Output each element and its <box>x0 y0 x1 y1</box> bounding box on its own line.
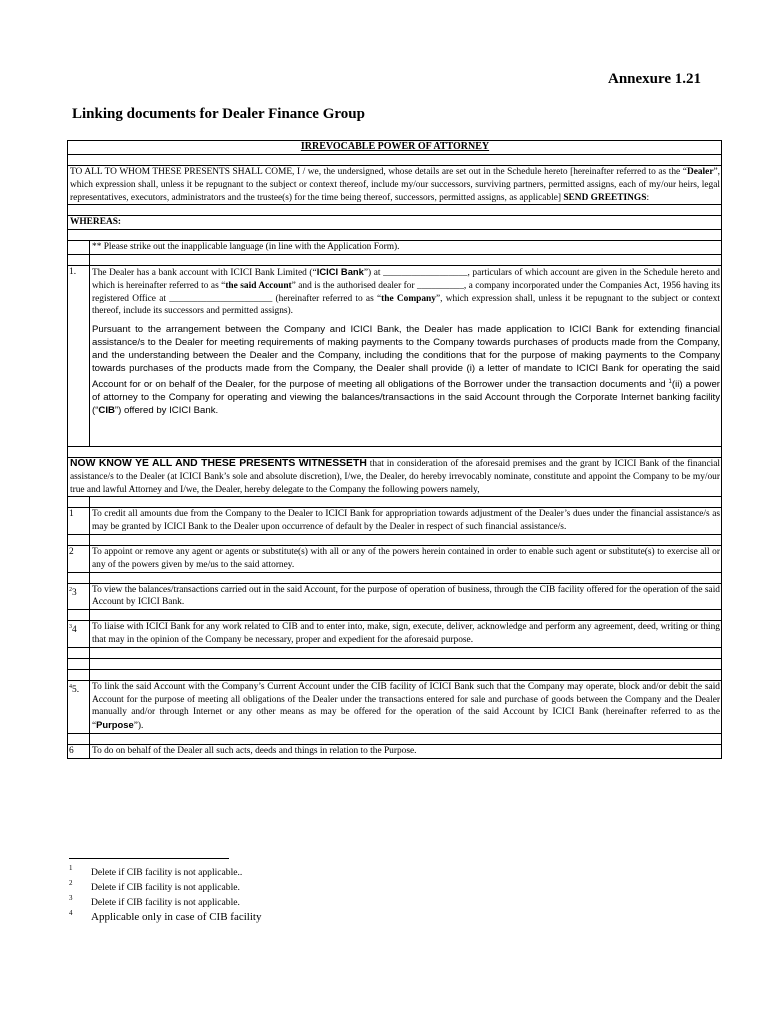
power-5: To link the said Account with the Company’s Current Account under the CIB facility of ICICI Bank such that the Company may operate, block and/or debit the said Account for the purpose of meeting all obligations of the Dealer under the transactions entered for sale and purchase of goods between the Company and the Dealer manually and/or through Internet or any other means as may be offered for the operation of the said Account by ICICI Bank (hereinafter referred to as the “Purpose”). <box>90 680 722 733</box>
footnotes <box>69 858 399 925</box>
witnesseth-paragraph: NOW KNOW YE ALL AND THESE PRESENTS WITNESSETH that in consideration of the aforesaid premises and the grant by ICICI Bank of the financial assistance/s to the Dealer (at ICICI Bank’s sole and absolute discretion), I/we, the Dealer, do hereby irrevocably nominate, constitute and appoint the Company to be my/our true and lawful Attorney and I/we, the Dealer, hereby delegate to the Company the following powers namely, <box>68 457 722 496</box>
power-number: $^3$4 <box>68 621 90 648</box>
footnote-3: 3 Delete if CIB facility is not applicable. <box>69 894 240 908</box>
strike-note: ** Please strike out the inapplicable language (in line with the Application Form). <box>90 241 722 255</box>
footnote-4: 4 Applicable only in case of CIB facility <box>69 909 262 923</box>
intro-paragraph: TO ALL TO WHOM THESE PRESENTS SHALL COME, I / we, the undersigned, whose details are set out in the Schedule hereto [hereinafter referred to as the “Dealer”, which expression shall, unless it be repugnant to the subject or context thereof, include my/our successors, surviving partners, permitted assigns, each of my/our heirs, legal representatives, executors, administrators and the trustee(s) for the time being thereof, successors, permitted assigns, as applicable] SEND GREETINGS: <box>68 166 722 205</box>
power-of-attorney-table <box>67 140 722 759</box>
power-2: To appoint or remove any agent or agents or substitute(s) with all or any of the powers herein contained in order to enable such agent or substitute(s) to exercise all or any of the powers given by me/us to the said attorney. <box>90 545 722 572</box>
power-number: 6 <box>68 744 90 758</box>
whereas-label: WHEREAS: <box>68 216 722 230</box>
power-number: 2 <box>68 545 90 572</box>
power-number: $^4$5. <box>68 680 90 733</box>
footnote-divider <box>69 858 229 865</box>
power-6: To do on behalf of the Dealer all such acts, deeds and things in relation to the Purpose. <box>90 744 722 758</box>
power-3: To view the balances/transactions carried out in the said Account, for the purpose of operation of business, through the CIB facility offered for the operation of the said Account by ICICI Bank. <box>90 583 722 610</box>
clause-1: The Dealer has a bank account with ICICI Bank Limited (“ICICI Bank”) at __________________, particulars of which account are given in the Schedule hereto and which is hereinafter referred to as “the said Account” and is the authorised dealer for __________, a company incorporated under the Companies Act, 1956 having its registered Office at ______________________ (hereinafter referred to as “the Company”, which expression shall, unless it be repugnant to the subject or context thereof, include its successors and permitted assigns). Pursuant to the arrangement between the Company and ICICI Bank, the Dealer has made application to ICICI Bank for extending financial assistance/s to the Dealer for meeting requirements of making payments to the Company towards purchases of products made from the Company, and the understanding between the Dealer and the Company, including the conditions that for the purpose of making payments to the Company towards purchases of the products made from the Company, the Dealer shall provide (i) a letter of mandate to ICICI Bank for operating the said Account for or on behalf of the Dealer, for the purpose of meeting all obligations of the Borrower under the transaction documents and $^1$(ii) a power of attorney to the Company for operating and viewing the balances/transactions in the said Account through the Corporate Internet banking facility (“CIB”) offered by ICICI Bank. <box>90 265 722 446</box>
annexure-label: Annexure 1.21 <box>608 71 702 87</box>
power-number: $^2$3 <box>68 583 90 610</box>
power-4: To liaise with ICICI Bank for any work related to CIB and to enter into, make, sign, execute, deliver, acknowledge and perform any agreement, deed, writing or thing that may in the opinion of the Company be necessary, proper and expedient for the aforesaid purpose. <box>90 621 722 648</box>
power-number: 1 <box>68 508 90 535</box>
power-1: To credit all amounts due from the Company to the Dealer to ICICI Bank for appropriation towards adjustment of the Dealer’s dues under the financial assistance/s as may be granted by ICICI Bank to the Dealer upon occurrence of default by the Dealer in respect of such financial assistance/s. <box>90 508 722 535</box>
clause-1-paragraph-2: Pursuant to the arrangement between the Company and ICICI Bank, the Dealer has made application to ICICI Bank for extending financial assistance/s to the Dealer for meeting requirements of making payments to the Company towards purchases of products made from the Company, and the understanding between the Dealer and the Company, including the conditions that for the purpose of making payments to the Company towards purchases of the products made from the Company, the Dealer shall provide (i) a letter of mandate to ICICI Bank for operating the said Account for or on behalf of the Dealer, for the purpose of meeting all obligations of the Borrower under the transaction documents and $^1$(ii) a power of attorney to the Company for operating and viewing the balances/transactions in the said Account through the Corporate Internet banking facility (“CIB”) offered by ICICI Bank. <box>92 324 720 416</box>
clause-number: 1. <box>68 265 90 446</box>
footnote-1: 1 Delete if CIB facility is not applicable.. <box>69 864 243 878</box>
footnote-2: 2 Delete if CIB facility is not applicable. <box>69 879 240 893</box>
document-heading: Linking documents for Dealer Finance Group <box>72 106 365 122</box>
document-title: IRREVOCABLE POWER OF ATTORNEY <box>68 141 722 155</box>
